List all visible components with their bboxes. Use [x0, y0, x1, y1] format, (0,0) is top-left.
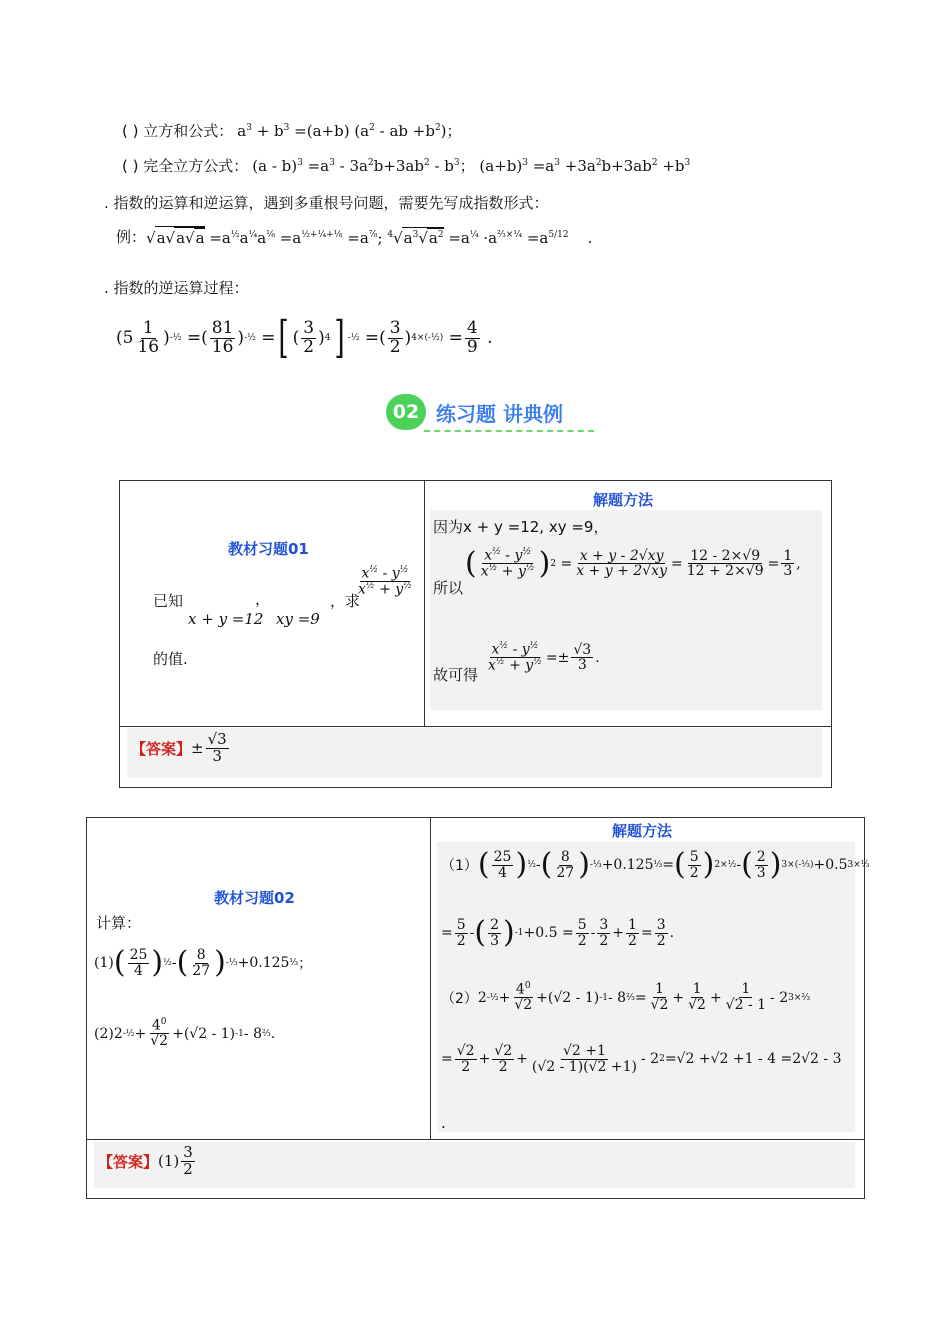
problem2-sol-end: . — [441, 1114, 446, 1132]
problem1-divider-h — [119, 726, 831, 727]
section-title: 练习题 讲典例 — [436, 402, 563, 426]
problem2-method-title: 解题方法 — [612, 822, 673, 840]
cube-full-label: ( ) 完全立方公式： — [122, 157, 249, 175]
problem1-suffix: 的值. — [153, 650, 188, 668]
cube-sum-label: ( ) 立方和公式： — [122, 122, 234, 140]
power-ops-text: . 指数的运算和逆运算，遇到多重根号问题，需要先写成指数形式： — [104, 194, 549, 212]
problem1-step3-formula: $\frac{x^{\frac{1}{2}} - y^{\frac{1}{2}}}{x^{\frac{1}{2}} + y^{\frac{1}{2}}}$ =± $\frac{√3}{3}$ . — [488, 641, 600, 674]
section-underline — [424, 430, 594, 432]
section-badge: 02 — [386, 394, 426, 430]
problem1-step2-formula: ( $\frac{x^{\frac{1}{2}} - y^{\frac{1}{2}}}{x^{\frac{1}{2}} + y^{\frac{1}{2}}}$ ) 2 = $\frac{x + y - 2√xy}{x + y + 2√xy}$ = $\frac{12 - 2\times√9}{12 + 2\times√9}$ = $\frac{1}{3}$ , — [465, 545, 801, 581]
problem2-sol2-line1: （2） 2 -½ + $\frac{4^0}{√2}$ +(√2 - 1) -1 - 8 ⅔ = $\frac{1}{√2}$ + $\frac{1}{√2}$ + $\frac{1}{√2 - 1}$ - 2 3×⅔ — [441, 981, 811, 1014]
reverse-example: (5 $\frac{1}{16}$ ) -½ =( $\frac{81}{16}$ ) -½ = [ ( $\frac{3}{2}$ ) 4 ] -½ =( $\frac{3}{2}$ ) 4×(-½) = $\frac{4}{9}$ . — [116, 312, 493, 363]
cube-sum-line — [122, 120, 462, 141]
problem1-step2: 所以 — [433, 579, 464, 597]
problem1-step1: 因为x + y =12, xy =9， — [433, 518, 609, 536]
problem2-intro: 计算： — [96, 914, 142, 932]
problem1-ask: ，求 — [330, 592, 361, 610]
problem1-comma: ， — [255, 590, 271, 608]
example-formula: $√a√a√a =a^{\frac{1}{2}}a^{\frac{1}{4}}a^{\frac{1}{8}} =a^{\frac{1}{2}+\frac{1}{4}+\frac{1}{8}} =a^{\frac{7}{8}}$; $^4√a^3√a^2 =a^{\frac{1}{4}} \cdot a^{\frac{2}{3}\times\frac{1}{4}} =a^{5/12}$ . — [146, 226, 592, 247]
problem1-prefix: 已知 — [153, 592, 184, 610]
answer-pm: ± — [191, 739, 204, 758]
problem2-divider-h — [86, 1139, 864, 1140]
answer-label: 【答案】 — [131, 739, 192, 758]
problem1-cond1: x + y =12 — [188, 610, 264, 628]
problem2-sol1-line2: = $\frac{5}{2}$ - ( $\frac{2}{3}$ ) -1 +0.5 = $\frac{5}{2}$ - $\frac{3}{2}$ + $\frac{1}{2}$ = $\frac{3}{2}$ . — [441, 915, 675, 951]
problem1-divider-v — [424, 480, 425, 726]
problem2-answer-panel — [94, 1142, 855, 1188]
problem1-title: 教材习题01 — [228, 540, 309, 558]
cube-sum-formula: $a^3 + b^3 =(a+b)$ ($a^2$ - ab $+b^2$)； — [237, 122, 462, 140]
answer-label: 【答案】 — [98, 1152, 159, 1171]
problem1-answer-panel — [127, 728, 822, 778]
example-label: 例： — [116, 228, 147, 246]
cube-full-formula: $(a - b)^3 =a^3 - 3a^2b+3ab^2 - b^3$； $(a+b)^3 =a^3 +3a^2b+3ab^2 +b^3$ — [252, 157, 691, 175]
answer-item: (1) — [158, 1152, 180, 1171]
answer-value: $\frac{√3}{3}$ — [207, 730, 227, 765]
cube-full-line — [122, 155, 690, 176]
answer-value: $\frac{3}{2}$ — [183, 1143, 193, 1178]
problem2-sol2-line2: = $\frac{√2}{2}$ + $\frac{√2}{2}$ + $\frac{√2 +1}{(√2 - 1)(√2 +1)}$ - 2 2 =√2 +√2 +1 - 4 =2√2 - 3 — [441, 1043, 842, 1075]
problem2-answer — [98, 1145, 197, 1178]
reverse-ops-text: . 指数的逆运算过程： — [104, 279, 249, 297]
problem1-expr: $\frac{x^{\frac{1}{2}} - y^{\frac{1}{2}}}{x^{\frac{1}{2}} + y^{\frac{1}{2}}}$ — [358, 565, 412, 598]
problem2-sol1-line1: （1） ( $\frac{25}{4}$ ) ½ - ( $\frac{8}{27}$ ) -⅓ +0.125 ⅓ = ( $\frac{5}{2}$ ) 2×½ - ( $\frac{2}{3}$ ) 3×(-⅓) +0.5 3×⅓ — [441, 847, 870, 883]
problem2-item2: (2) 2 -½ + $\frac{4^0}{√2}$ +(√2 - 1) -1 - 8 ⅔ . — [94, 1017, 276, 1050]
problem2-title: 教材习题02 — [214, 889, 295, 907]
problem2-item1: (1) ( $\frac{25}{4}$ ) ½ - ( $\frac{8}{27}$ ) -⅓ +0.125 ⅓ ； — [94, 945, 313, 981]
problem1-answer — [131, 732, 231, 765]
problem1-step3: 故可得 — [433, 666, 479, 684]
problem1-method-title: 解题方法 — [593, 491, 654, 509]
section-header — [386, 392, 596, 436]
example-line — [116, 226, 592, 247]
problem1-method-panel — [430, 510, 822, 710]
problem1-cond2: xy =9 — [276, 610, 320, 628]
problem2-divider-v — [430, 817, 431, 1139]
